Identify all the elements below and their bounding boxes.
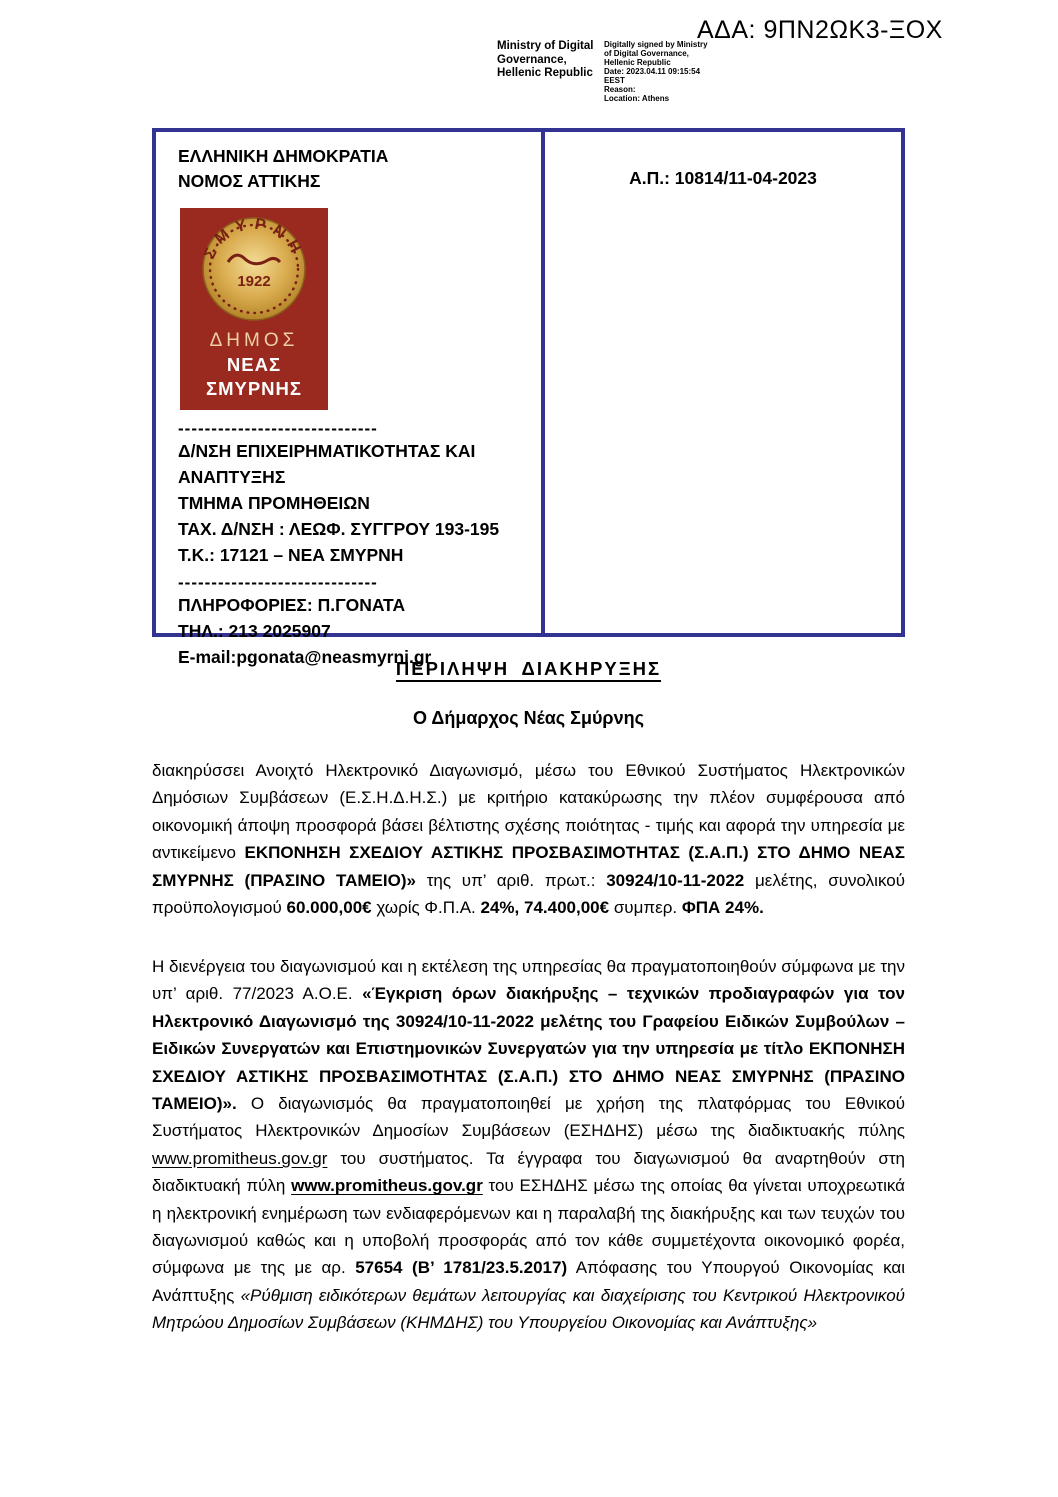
coin-year: 1922 <box>237 273 271 290</box>
signature-detail-line: Hellenic Republic <box>604 58 671 67</box>
signature-detail-line: Location: Athens <box>604 94 670 103</box>
signature-detail-line: Digitally signed by Ministry <box>604 40 708 49</box>
signer-line: Hellenic Republic <box>497 67 593 79</box>
text-run: ΕΚΠΟΝΗΣΗ ΣΧΕΔΙΟΥ ΑΣΤΙΚΗΣ ΠΡΟΣΒΑΣΙΜΟΤΗΤΑΣ (Σ.Α.Π.) ΣΤΟ ΔΗΜΟ ΝΕΑΣ ΣΜΥΡΝΗΣ (ΠΡΑΣΙΝΟ ΤΑΜΕΙΟ)» <box>152 843 905 890</box>
promitheus-link-1[interactable]: www.promitheus.gov.gr <box>152 1148 328 1168</box>
document-title <box>152 658 905 680</box>
issuer-column <box>156 132 545 667</box>
promitheus-link-2[interactable]: www.promitheus.gov.gr <box>291 1176 483 1196</box>
signature-signer <box>497 40 597 103</box>
signer-line: Governance, <box>497 53 567 66</box>
dashed-divider: ------------------------------ <box>178 420 378 438</box>
signature-detail-line: EEST <box>604 76 625 85</box>
header-box <box>152 128 905 667</box>
text-run: ΦΠΑ 24%. <box>681 898 764 918</box>
text-run: «Ρύθμιση ειδικότερων θεμάτων λειτουργίας και διαχείρισης του Κεντρικού Ηλεκτρονικού Μητρώου Δημοσίων Συμβάσεων (ΚΗΜΔΗΣ) του Υπουργείου Οικονομίας και Ανάπτυξης» <box>152 1285 905 1333</box>
text-run: 60.000,00€ <box>286 898 372 918</box>
contact-line: ΠΛΗΡΟΦΟΡΙΕΣ: Π.ΓΟΝΑΤΑ <box>178 595 406 615</box>
postal-line: Τ.Κ.: 17121 – ΝΕΑ ΣΜΥΡΝΗ <box>178 545 404 565</box>
directorate-line: Δ/ΝΣΗ ΕΠΙΧΕΙΡΗΜΑΤΙΚΟΤΗΤΑΣ ΚΑΙ <box>178 441 476 461</box>
text-run: συμπερ. <box>609 898 682 918</box>
email-line: E-mail:pgonata@neasmyrni.gr <box>178 647 432 667</box>
text-run: χωρίς Φ.Π.Α. <box>371 898 481 918</box>
text-run: 74.400,00€ <box>524 898 610 918</box>
text-run: 24%, <box>480 898 520 918</box>
text-run: διακηρύσσει Ανοιχτό Ηλεκτρονικό Διαγωνισμό, μέσω του Εθνικού Συστήματος Ηλεκτρονικών Δημόσιων Συμβάσεων (Ε.Σ.Η.Δ.Η.Σ.) με κριτήριο κατακύρωσης την πλέον συμφέρουσα από οικονομική άποψη προσφορά βάσει βέλτιστης σχέσης ποιότητας - τιμής και αφορά την υπηρεσία με αντικείμενο <box>152 761 905 863</box>
logo-municipality-word: ΔΗΜΟΣ <box>209 330 299 351</box>
dashed-divider: ------------------------------ <box>178 574 378 592</box>
signature-detail-line: Date: 2023.04.11 09:15:54 <box>604 67 701 76</box>
text-run: «Έγκριση όρων διακήρυξης – τεχνικών προδιαγραφών για τον Ηλεκτρονικό Διαγωνισμό της 30924/10-11-2022 μελέτης του Γραφείου Ειδικών Συμβούλων – Ειδικών Συνεργατών και Επιστημονικών Συνεργατών για την υπηρεσία με τίτλο ΕΚΠΟΝΗΣΗ ΣΧΕΔΙΟΥ ΑΣΤΙΚΗΣ ΠΡΟΣΒΑΣΙΜΟΤΗΤΑΣ (Σ.Α.Π.) ΣΤΟ ΔΗΜΟ ΝΕΑΣ ΣΜΥΡΝΗΣ (ΠΡΑΣΙΝΟ ΤΑΜΕΙΟ)». <box>152 984 905 1114</box>
protocol-column <box>545 132 901 633</box>
signer-line: Ministry of Digital <box>497 40 594 52</box>
document-subtitle: Ο Δήμαρχος Νέας Σμύρνης <box>413 708 644 728</box>
text-run: Απόφασης του Υπουργού Οικονομίας και Ανάπτυξης <box>152 1258 905 1305</box>
coin-inscription: ΣΜΥΡΝΗ <box>201 215 307 262</box>
address-line: ΤΑΧ. Δ/ΝΣΗ : ΛΕΩΦ. ΣΥΓΓΡΟΥ 193-195 <box>178 519 500 539</box>
department-line: ΤΜΗΜΑ ΠΡΟΜΗΘΕΙΩΝ <box>178 493 370 513</box>
text-run: μελέτης, συνολικού προϋπολογισμού <box>152 870 905 918</box>
text-run: της υπ’ αριθ. πρωτ.: <box>415 870 607 890</box>
protocol-number: Α.Π.: 10814/11-04-2023 <box>629 168 817 188</box>
text-run: του ΕΣΗΔΗΣ μέσω της οποίας θα γίνεται υποχρεωτικά η ηλεκτρονική ενημέρωση των ενδιαφερόμενων και η παραλαβή της διακήρυξης και των τευχών του διαγωνισμού καθώς και η υποβολή προσφοράς από τον κάθε συμμετέχοντα οικονομικό φορέα, σύμφωνα με της με αρ. <box>152 1176 906 1278</box>
text-run: 30924/10-11-2022 <box>606 870 745 890</box>
logo-municipality-name: ΝΕΑΣ ΣΜΥΡΝΗΣ <box>205 354 302 399</box>
signature-detail-line: Reason: <box>604 85 636 94</box>
signature-detail-line: of Digital Governance, <box>604 49 689 58</box>
paragraph-procedure <box>152 953 905 1337</box>
ada-code: ΑΔΑ: 9ΠΝ2ΩΚ3-ΞΟΧ <box>697 16 943 44</box>
text-run: 57654 (Β’ 1781/23.5.2017) <box>355 1258 568 1278</box>
prefecture-line: ΝΟΜΟΣ ΑΤΤΙΚΗΣ <box>178 171 321 191</box>
digital-signature-block <box>497 40 734 103</box>
text-run: Ο διαγωνισμός θα πραγματοποιηθεί με χρήση της πλατφόρμας του Εθνικού Συστήματος Ηλεκτρονικών Δημοσίων Συμβάσεων (ΕΣΗΔΗΣ) μέσω της διαδικτυακής πύλης <box>152 1094 905 1141</box>
coin-graphic <box>180 212 328 324</box>
paragraph-announcement <box>152 757 905 921</box>
signature-details <box>604 40 734 103</box>
document-title-text: ΠΕΡΙΛΗΨΗ ΔΙΑΚΗΡΥΞΗΣ <box>396 658 661 682</box>
phone-line: ΤΗΛ.: 213 2025907 <box>178 621 331 641</box>
municipality-logo <box>180 208 328 410</box>
text-run: Η διενέργεια του διαγωνισμού και η εκτέλεση της υπηρεσίας θα πραγματοποιηθούν σύμφωνα με την υπ’ αριθ. 77/2023 Α.Ο.Ε. <box>152 957 905 1004</box>
directorate-line: ΑΝΑΠΤΥΞΗΣ <box>178 467 286 487</box>
country-line: ΕΛΛΗΝΙΚΗ ΔΗΜΟΚΡΑΤΙΑ <box>178 146 389 166</box>
text-run: του συστήματος. Τα έγγραφα του διαγωνισμού θα αναρτηθούν στη διαδικτυακή πύλη <box>152 1148 905 1196</box>
